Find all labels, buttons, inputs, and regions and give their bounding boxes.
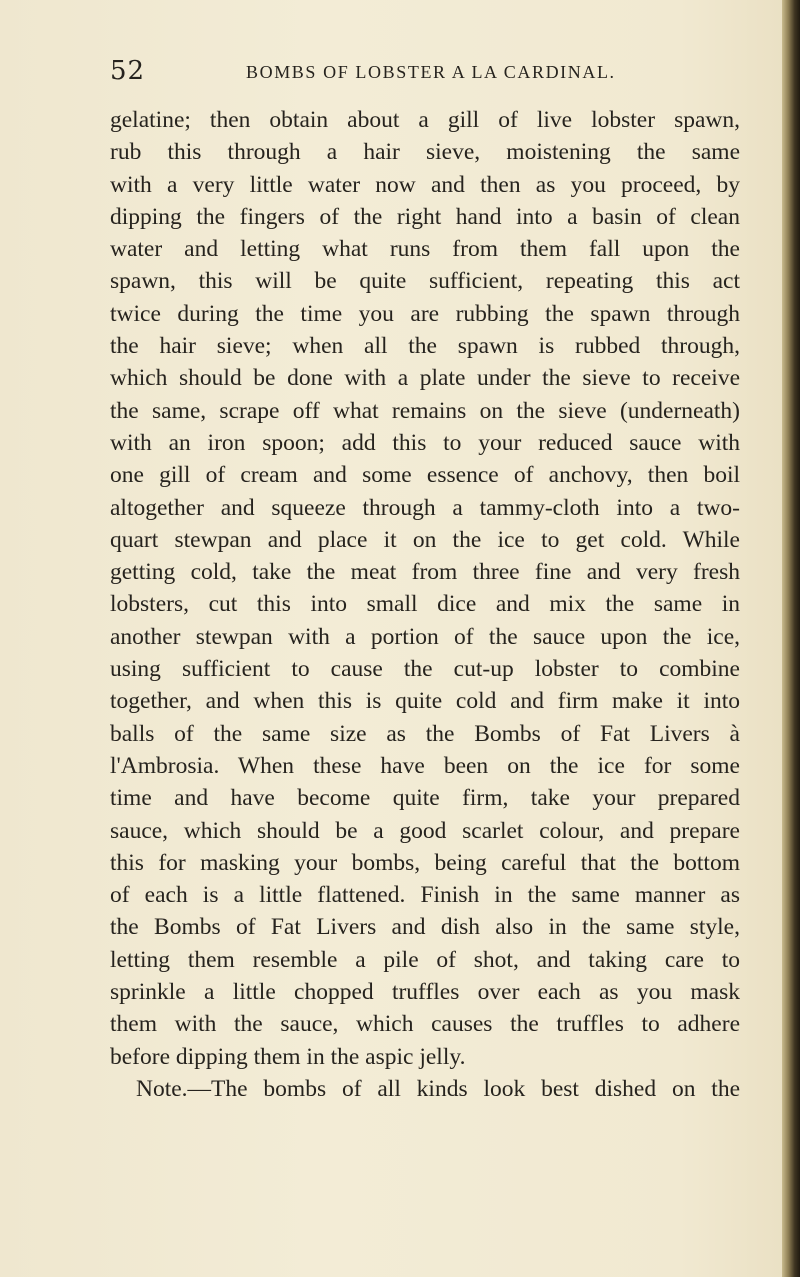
text-line: spawn, this will be quite sufficient, repeating this act <box>110 268 740 295</box>
text-line: them with the sauce, which causes the truffles to adhere <box>110 1011 740 1038</box>
text-line: one gill of cream and some essence of anchovy, then boil <box>110 462 740 489</box>
text-line: getting cold, take the meat from three fine and very fresh <box>110 559 740 586</box>
text-line: rub this through a hair sieve, moistening the same <box>110 139 740 166</box>
body-text <box>110 104 740 1105</box>
text-line: twice during the time you are rubbing the spawn through <box>110 300 740 327</box>
text-line: the same, scrape off what remains on the sieve (underneath) <box>110 397 740 424</box>
text-line: another stewpan with a portion of the sauce upon the ice, <box>110 623 740 650</box>
text-line: before dipping them in the aspic jelly. <box>110 1043 466 1070</box>
text-line: this for masking your bombs, being careful that the bottom <box>110 849 740 876</box>
text-line: altogether and squeeze through a tammy-cloth into a two- <box>110 494 740 521</box>
text-line: gelatine; then obtain about a gill of live lobster spawn, <box>110 107 740 133</box>
text-line: together, and when this is quite cold and firm make it into <box>110 688 740 715</box>
text-line: time and have become quite firm, take your prepared <box>110 785 740 812</box>
text-line: sprinkle a little chopped truffles over each as you mask <box>110 979 740 1006</box>
text-line: the Bombs of Fat Livers and dish also in the same style, <box>110 914 740 941</box>
text-line: dipping the fingers of the right hand into a basin of clean <box>110 203 740 230</box>
text-line: lobsters, cut this into small dice and mix the same in <box>110 591 740 618</box>
text-line: letting them resemble a pile of shot, and taking care to <box>110 946 740 973</box>
page-number: 52 <box>110 56 146 86</box>
text-line: the hair sieve; when all the spawn is rubbed through, <box>110 333 740 360</box>
book-spine-edge <box>782 0 800 1277</box>
chapter-title: BOMBS OF LOBSTER A LA CARDINAL. <box>246 62 616 82</box>
text-line: of each is a little flattened. Finish in the same manner as <box>110 882 740 909</box>
text-line: using sufficient to cause the cut-up lobster to combine <box>110 656 740 683</box>
text-line: balls of the same size as the Bombs of Fat Livers à <box>110 720 740 747</box>
text-line: quart stewpan and place it on the ice to get cold. While <box>110 526 740 553</box>
text-line: sauce, which should be a good scarlet colour, and prepare <box>110 817 740 844</box>
text-line: l'Ambrosia. When these have been on the ice for some <box>110 752 740 779</box>
note-line: Note.—The bombs of all kinds look best dished on the <box>136 1075 740 1102</box>
text-line: water and letting what runs from them fall upon the <box>110 236 740 263</box>
text-line: which should be done with a plate under the sieve to receive <box>110 365 740 392</box>
text-line: with an iron spoon; add this to your reduced sauce with <box>110 429 740 456</box>
running-head <box>110 56 670 96</box>
text-line: with a very little water now and then as you proceed, by <box>110 171 740 198</box>
